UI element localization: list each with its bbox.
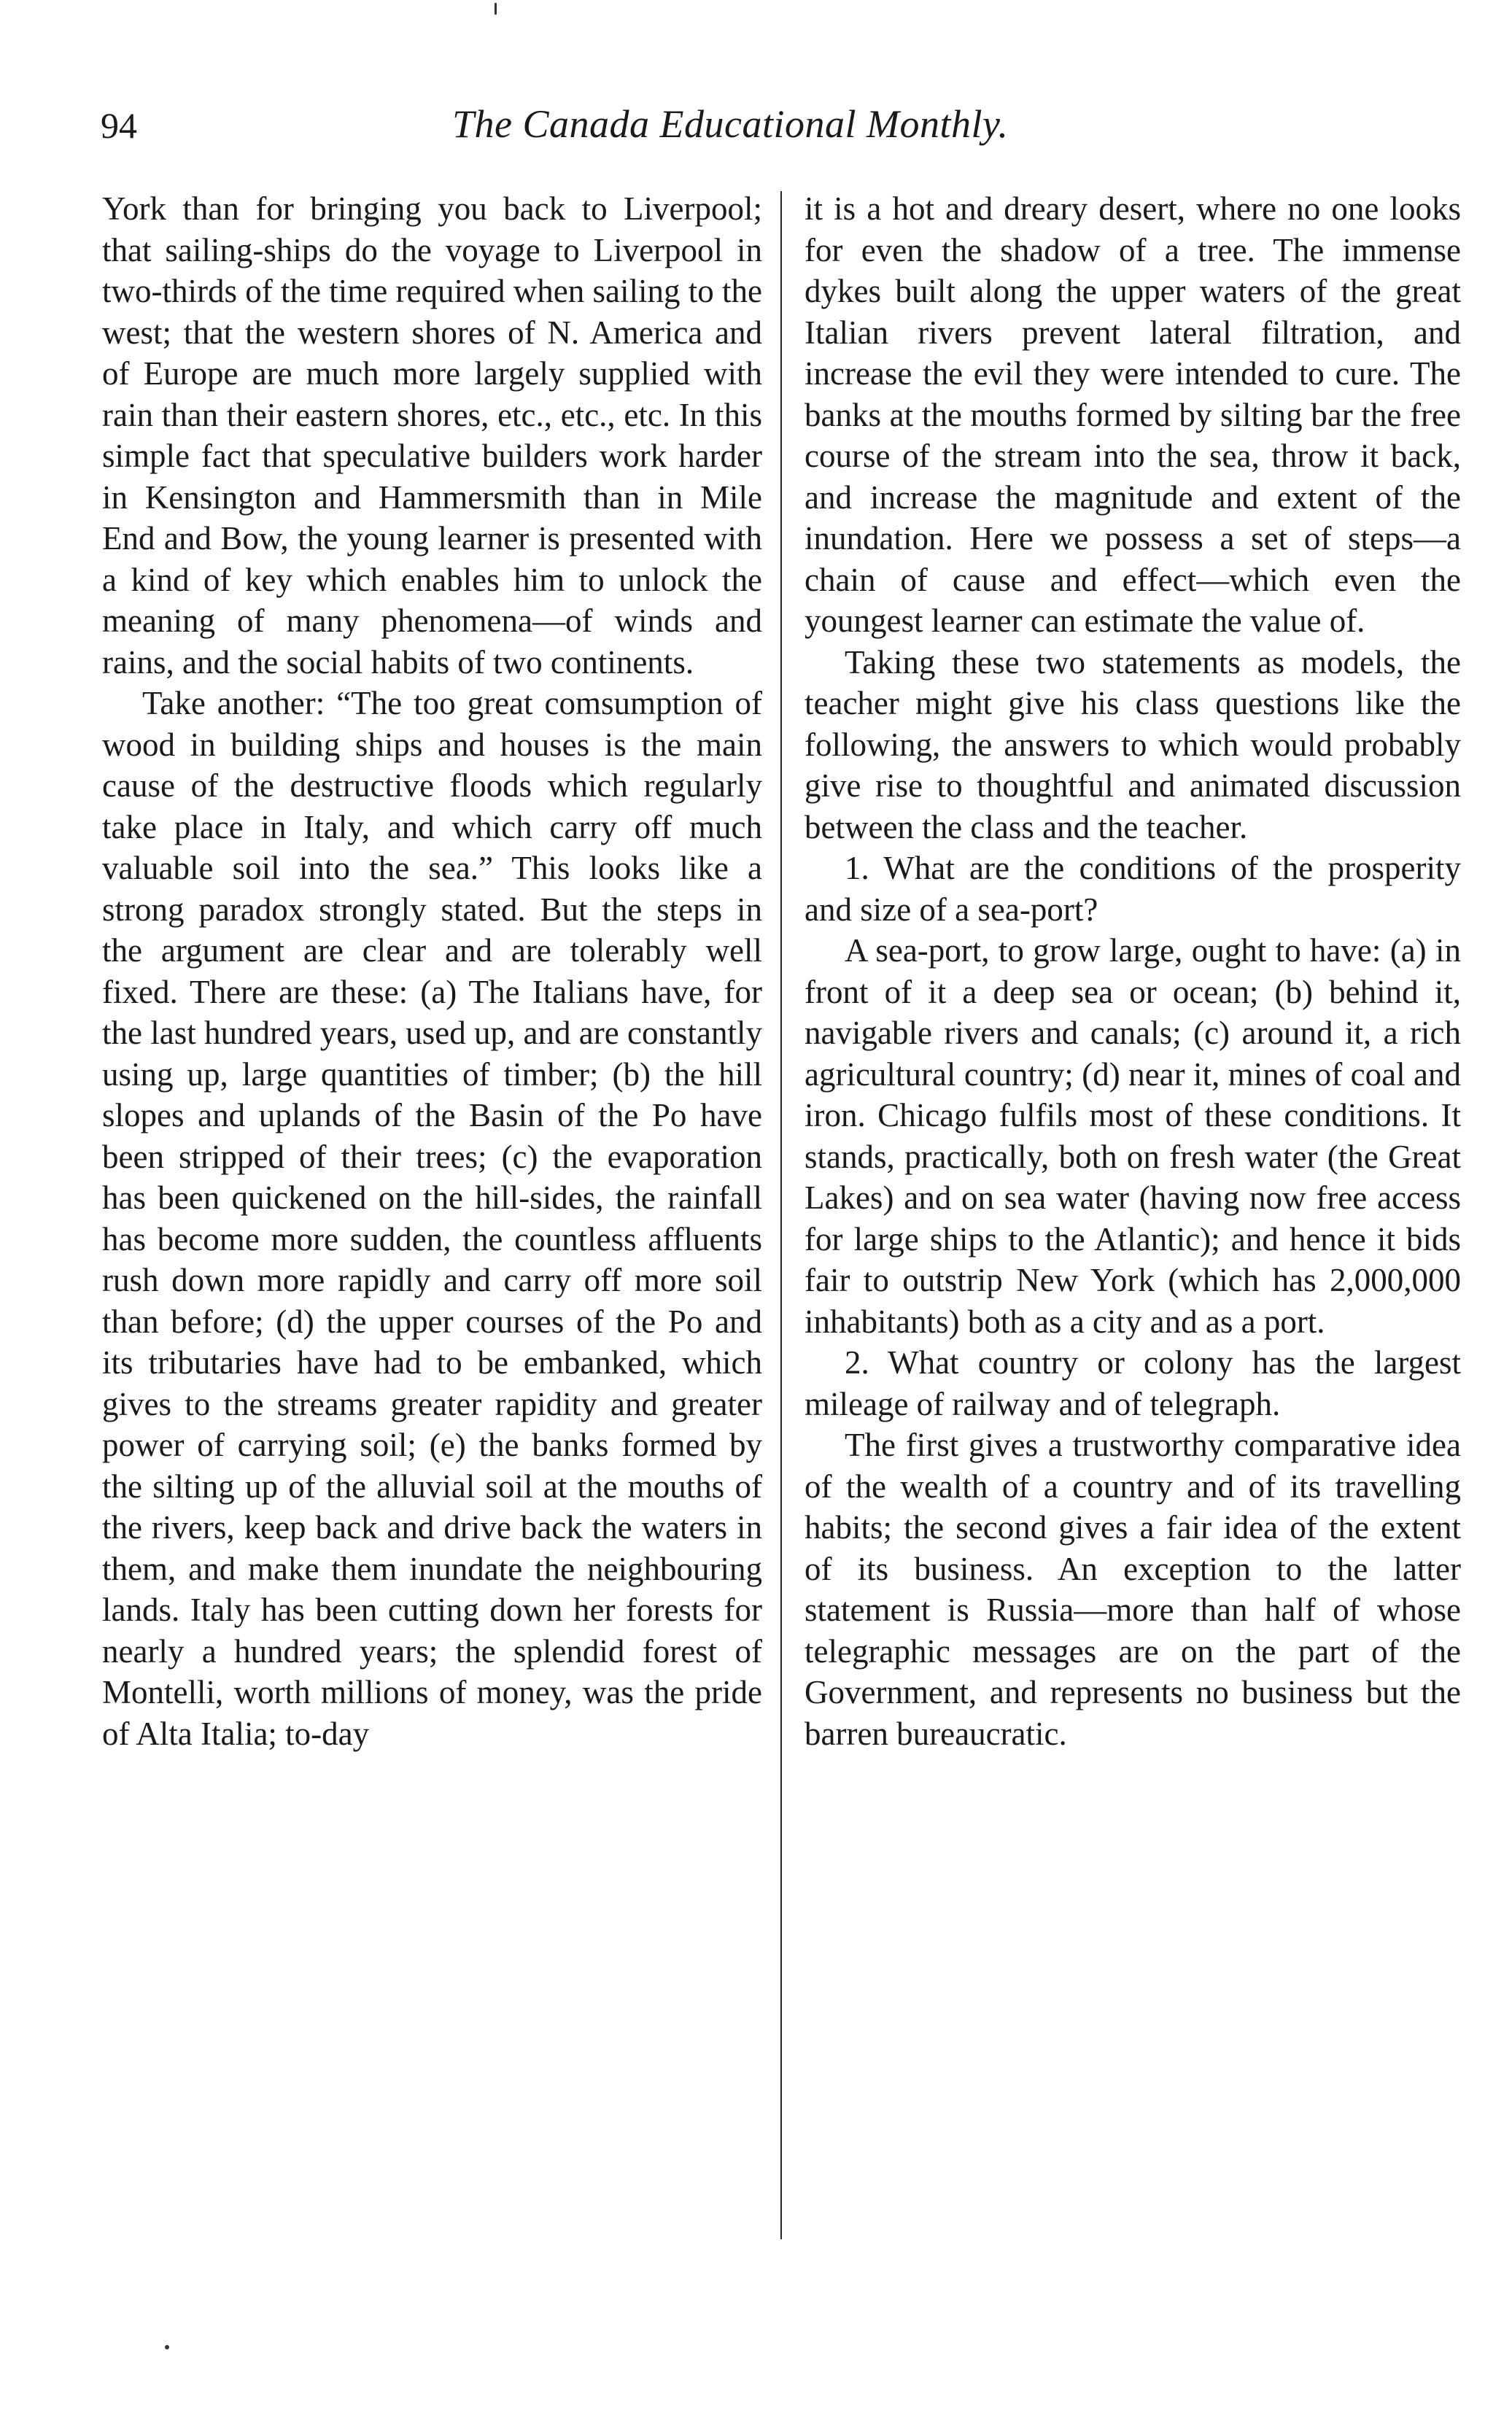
question-2: 2. What country or colony has the largest mileage of railway and of telegraph. xyxy=(805,1344,1461,1422)
paragraph: York than for bringing you back to Liverpool; that sailing-ships do the voyage to Liverpool in two-thirds of the time required when sailing to the west; that the western shores of N. America and of Europe are much more largely supplied with rain than their eastern shores, etc., etc., etc. In this simple fact that speculative builders work harder in Kensington and Hammersmith than in Mile End and Bow, the young learner is presented with a kind of key which enables him to unlock the meaning of many phenomena—of winds and rains, and the social habits of two continents. xyxy=(102,190,762,681)
right-column xyxy=(805,188,1461,1754)
left-column xyxy=(102,188,762,1754)
page-number: 94 xyxy=(101,105,137,146)
paragraph: A sea-port, to grow large, ought to have: (a) in front of it a deep sea or ocean; (b) behind it, navigable rivers and canals; (c) around it, a rich agricultural country; (d) near it, mines of coal and iron. Chicago fulfils most of these conditions. It stands, practically, both on fresh water (the Great Lakes) and on sea water (having now free access for large ships to the Atlantic); and hence it bids fair to outstrip New York (which has 2,000,000 inhabitants) both as a city and as a port. xyxy=(805,932,1461,1340)
paragraph: The first gives a trustworthy comparative idea of the wealth of a country and of its travelling habits; the second gives a fair idea of the extent of its business. An exception to the latter statement is Russia—more than half of whose telegraphic messages are on the part of the Government, and represents no business but the barren bureaucratic. xyxy=(805,1427,1461,1752)
running-title: The Canada Educational Monthly. xyxy=(452,102,1009,146)
scan-mark-bottom xyxy=(165,2345,169,2349)
paragraph: Take another: “The too great comsumption of wood in building ships and houses is the main cause of the destructive floods which regularly take place in Italy, and which carry off much valuable soil into the sea.” This looks like a strong paradox strongly stated. But the steps in the argument are clear and are tolerably well fixed. There are these: (a) The Italians have, for the last hundred years, used up, and are constantly using up, large quantities of timber; (b) the hill slopes and uplands of the Basin of the Po have been stripped of their trees; (c) the evaporation has been quickened on the hill-sides, the rainfall has become more sudden, the countless affluents rush down more rapidly and carry off more soil than before; (d) the upper courses of the Po and its tributaries have had to be embanked, which gives to the streams greater rapidity and greater power of carrying soil; (e) the banks formed by the silting up of the alluvial soil at the mouths of the rivers, keep back and drive back the waters in them, and make them inundate the neighbouring lands. Italy has been cutting down her forests for nearly a hundred years; the splendid forest of Montelli, worth millions of money, was the pride of Alta Italia; to-day xyxy=(102,685,762,1752)
scan-mark-top xyxy=(495,3,497,15)
paragraph: it is a hot and dreary desert, where no one looks for even the shadow of a tree. The immense dykes built along the upper waters of the great Italian rivers prevent lateral filtration, and increase the evil they were intended to cure. The banks at the mouths formed by silting bar the free course of the stream into the sea, throw it back, and increase the magnitude and extent of the inundation. Here we possess a set of steps—a chain of cause and effect—which even the youngest learner can estimate the value of. xyxy=(805,190,1461,639)
column-divider xyxy=(780,191,782,2239)
paragraph: Taking these two statements as models, the teacher might give his class questions like the following, the answers to which would probably give rise to thoughtful and animated discussion between the class and the teacher. xyxy=(805,643,1461,845)
question-1: 1. What are the conditions of the prosperity and size of a sea-port? xyxy=(805,850,1461,928)
